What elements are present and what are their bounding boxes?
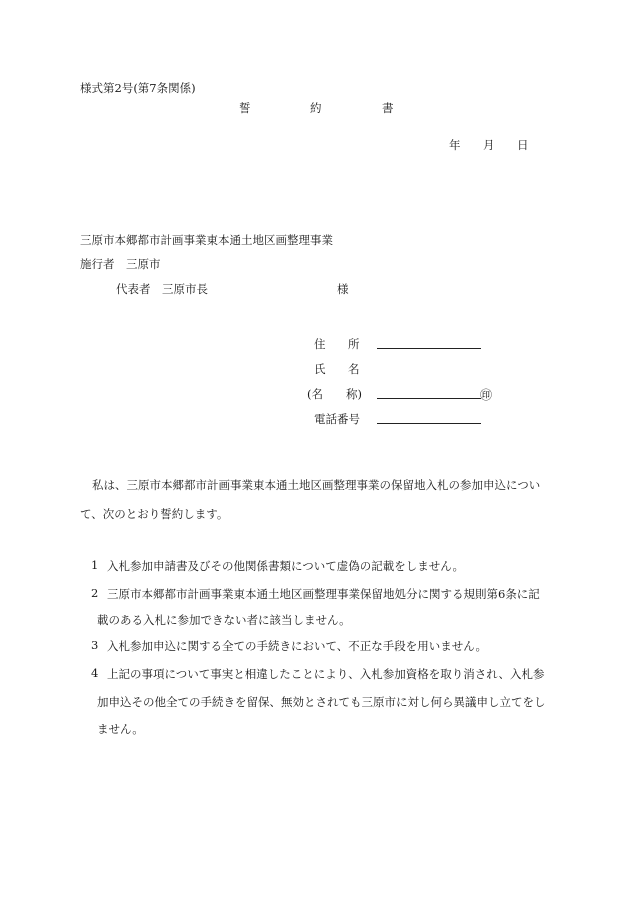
- name-label-1: 氏: [314, 362, 326, 376]
- address-label-2: 所: [348, 337, 360, 351]
- representative: 代表者 三原市長: [116, 282, 208, 296]
- item-line: 加申込その他全ての手続きを留保、無効とされても三原市に対し何ら異議申し立てをし: [97, 695, 546, 709]
- name-label-2: 名: [348, 362, 360, 376]
- intro-line: て、次のとおり誓約します。: [80, 507, 229, 521]
- item-line: 載のある入札に参加できない者に該当しません。: [97, 613, 351, 627]
- company-label-2: 称): [346, 387, 362, 401]
- date-day: 日: [517, 138, 529, 152]
- date-month: 月: [483, 138, 495, 152]
- intro-line: 私は、三原市本郷都市計画事業東本通土地区画整理事業の保留地入札の参加申込につい: [92, 478, 541, 492]
- company-label-1: (名: [307, 387, 323, 401]
- title-char: 書: [382, 101, 394, 115]
- phone-label: 電話番号: [314, 412, 360, 426]
- seal-mark: ㊞: [480, 388, 493, 402]
- phone-blank-line: [377, 423, 481, 424]
- address-label-1: 住: [314, 337, 326, 351]
- project-name: 三原市本郷都市計画事業東本通土地区画整理事業: [80, 233, 333, 247]
- operator: 施行者 三原市: [80, 257, 161, 271]
- address-blank-line: [377, 348, 481, 349]
- title-char: 誓: [239, 101, 251, 115]
- company-blank-line: [377, 398, 481, 399]
- item-line: ません。: [97, 722, 144, 736]
- item-number: 1: [91, 558, 99, 572]
- item-number: 4: [91, 666, 99, 680]
- item-line: 入札参加申請書及びその他関係書類について虚偽の記載をしません。: [107, 559, 464, 573]
- date-year: 年: [449, 138, 461, 152]
- title-char: 約: [310, 101, 322, 115]
- item-line: 三原市本郷都市計画事業東本通土地区画整理事業保留地処分に関する規則第6条に記: [107, 587, 540, 601]
- honorific: 様: [337, 282, 349, 296]
- item-line: 上記の事項について事実と相違したことにより、入札参加資格を取り消され、入札参: [107, 667, 545, 681]
- item-number: 2: [91, 586, 99, 600]
- form-number: 様式第2号(第7条関係): [80, 81, 196, 95]
- item-line: 入札参加申込に関する全ての手続きにおいて、不正な手段を用いません。: [107, 639, 487, 653]
- item-number: 3: [91, 638, 99, 652]
